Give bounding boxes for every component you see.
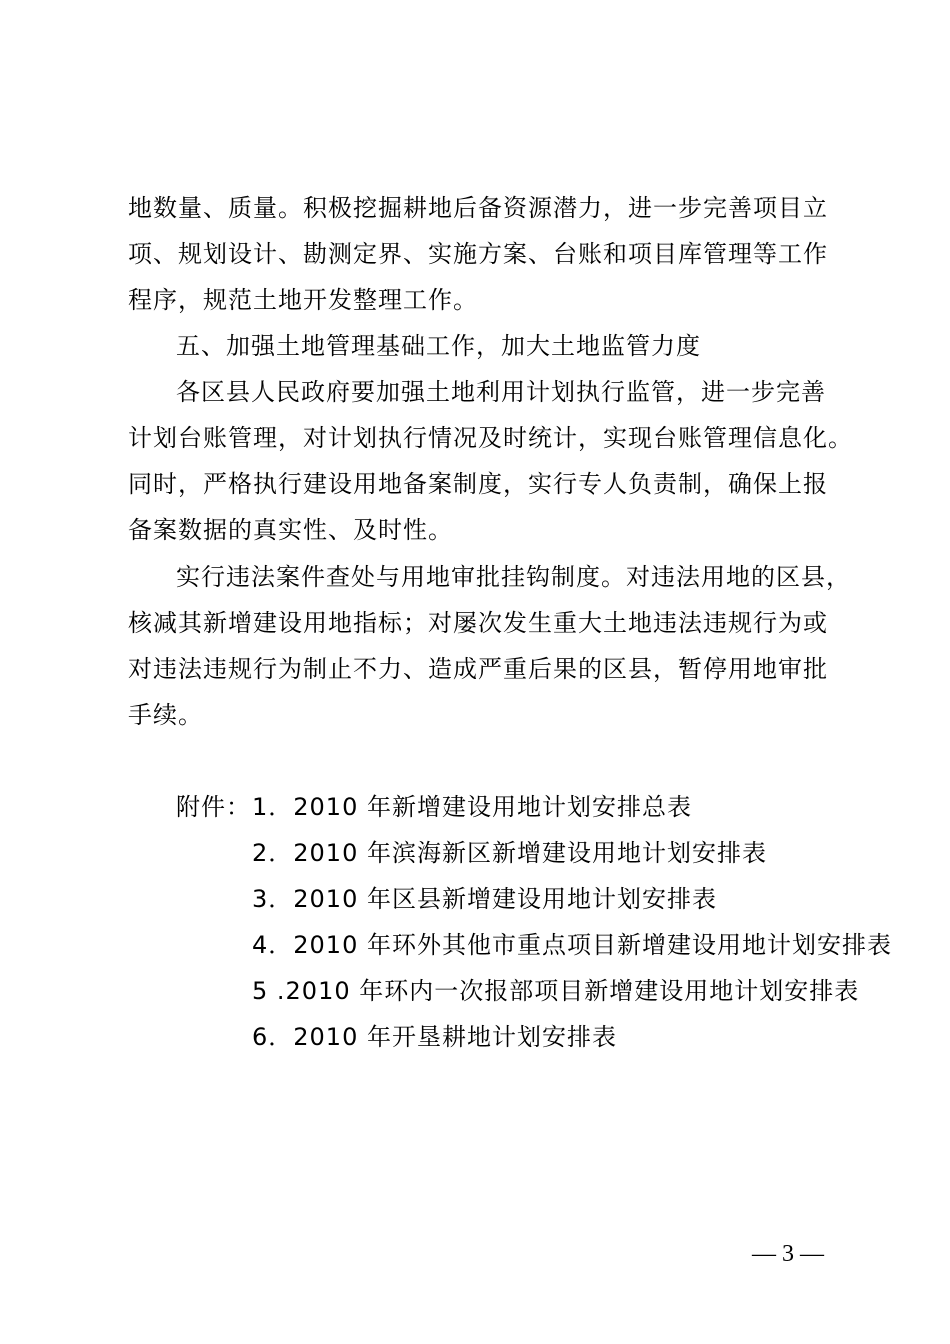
body-line: 核减其新增建设用地指标；对屡次发生重大土地违法违规行为或 [128, 609, 828, 637]
body-line: 手续。 [128, 701, 203, 729]
body-line: 对违法违规行为制止不力、造成严重后果的区县，暂停用地审批 [128, 655, 828, 683]
attachment-item: 4．2010 年环外其他市重点项目新增建设用地计划安排表 [252, 931, 892, 959]
attachment-item: 5 .2010 年环内一次报部项目新增建设用地计划安排表 [252, 977, 860, 1005]
body-line: 程序，规范土地开发整理工作。 [128, 286, 478, 314]
body-line: 同时，严格执行建设用地备案制度，实行专人负责制，确保上报 [128, 470, 828, 498]
body-line: 备案数据的真实性、及时性。 [128, 516, 453, 544]
body-line: 项、规划设计、勘测定界、实施方案、台账和项目库管理等工作 [128, 240, 828, 268]
attachment-item: 6．2010 年开垦耕地计划安排表 [252, 1023, 617, 1051]
page-number: — 3 — [752, 1241, 824, 1267]
body-line: 各区县人民政府要加强土地利用计划执行监管，进一步完善 [176, 378, 826, 406]
attachment-item: 1．2010 年新增建设用地计划安排总表 [252, 793, 692, 821]
body-line: 实行违法案件查处与用地审批挂钩制度。对违法用地的区县， [176, 563, 851, 591]
attachments-label: 附件： [176, 793, 251, 821]
body-line: 计划台账管理，对计划执行情况及时统计，实现台账管理信息化。 [128, 424, 853, 452]
attachment-item: 2．2010 年滨海新区新增建设用地计划安排表 [252, 839, 767, 867]
attachment-item: 3．2010 年区县新增建设用地计划安排表 [252, 885, 717, 913]
section-heading: 五、加强土地管理基础工作，加大土地监管力度 [176, 332, 701, 360]
body-line: 地数量、质量。积极挖掘耕地后备资源潜力，进一步完善项目立 [128, 194, 828, 222]
